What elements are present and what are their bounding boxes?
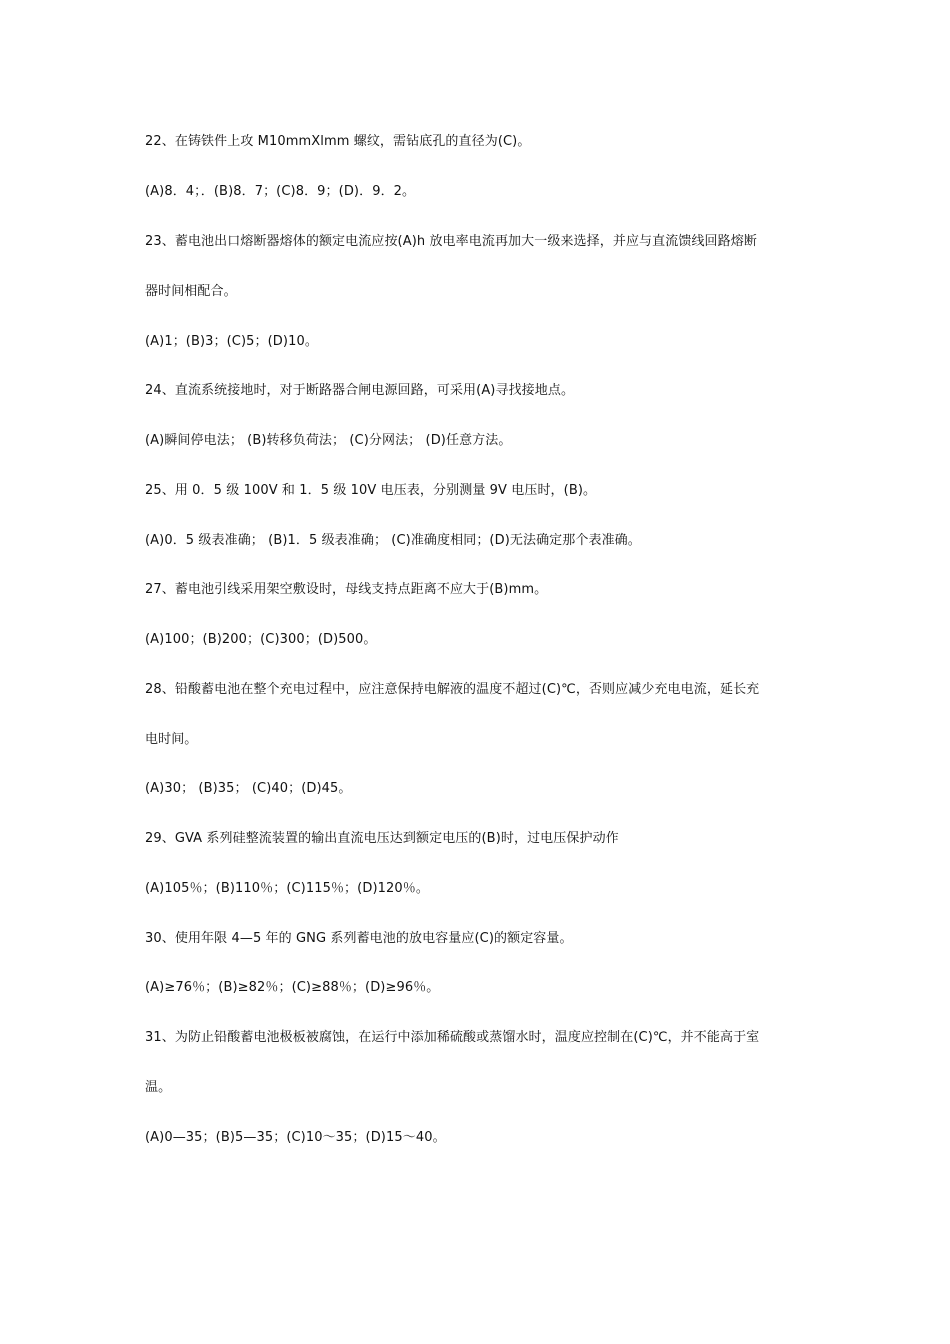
question-25-text: 25、用 0．5 级 100V 和 1．5 级 10V 电压表，分别测量 9V 电压时，(B)。 (145, 483, 597, 498)
question-24-text: 24、直流系统接地时，对于断路器合闸电源回路，可采用(A)寻找接地点。 (145, 383, 575, 398)
question-24-options: (A)瞬间停电法； (B)转移负荷法； (C)分网法； (D)任意方法。 (145, 433, 512, 448)
question-30-options: (A)≥76％；(B)≥82％；(C)≥88％；(D)≥96％。 (145, 980, 440, 995)
question-22-options: (A)8．4；．(B)8．7；(C)8．9；(D)．9．2。 (145, 184, 416, 199)
question-27-text: 27、蓄电池引线采用架空敷设时，母线支持点距离不应大于(B)mm。 (145, 582, 548, 597)
question-23-text-line-2: 器时间相配合。 (145, 284, 237, 299)
question-25-options: (A)0．5 级表准确； (B)1．5 级表准确； (C)准确度相同；(D)无法确定那个表准确。 (145, 533, 641, 548)
question-30-text: 30、使用年限 4—5 年的 GNG 系列蓄电池的放电容量应(C)的额定容量。 (145, 931, 573, 946)
question-29-options: (A)105％；(B)110％；(C)115％；(D)120％。 (145, 881, 429, 896)
question-28-options: (A)30； (B)35； (C)40；(D)45。 (145, 781, 352, 796)
question-31-text-line-2: 温。 (145, 1080, 172, 1095)
question-29-text: 29、GVA 系列硅整流装置的输出直流电压达到额定电压的(B)时，过电压保护动作 (145, 831, 619, 846)
question-28-text-line-1: 28、铅酸蓄电池在整个充电过程中，应注意保持电解液的温度不超过(C)℃，否则应减少充电电流，延长充 (145, 682, 760, 697)
question-31-text-line-1: 31、为防止铅酸蓄电池极板被腐蚀，在运行中添加稀硫酸或蒸馏水时，温度应控制在(C)℃，并不能高于室 (145, 1030, 760, 1045)
question-27-options: (A)100；(B)200；(C)300；(D)500。 (145, 632, 377, 647)
question-23-options: (A)1；(B)3；(C)5；(D)10。 (145, 334, 318, 349)
question-31-options: (A)0—35；(B)5—35；(C)10～35；(D)15～40。 (145, 1130, 446, 1145)
question-22-text: 22、在铸铁件上攻 M10mmXlmm 螺纹，需钻底孔的直径为(C)。 (145, 134, 531, 149)
question-28-text-line-2: 电时间。 (145, 732, 198, 747)
question-23-text-line-1: 23、蓄电池出口熔断器熔体的额定电流应按(A)h 放电率电流再加大一级来选择，并应与直流馈线回路熔断 (145, 234, 757, 249)
